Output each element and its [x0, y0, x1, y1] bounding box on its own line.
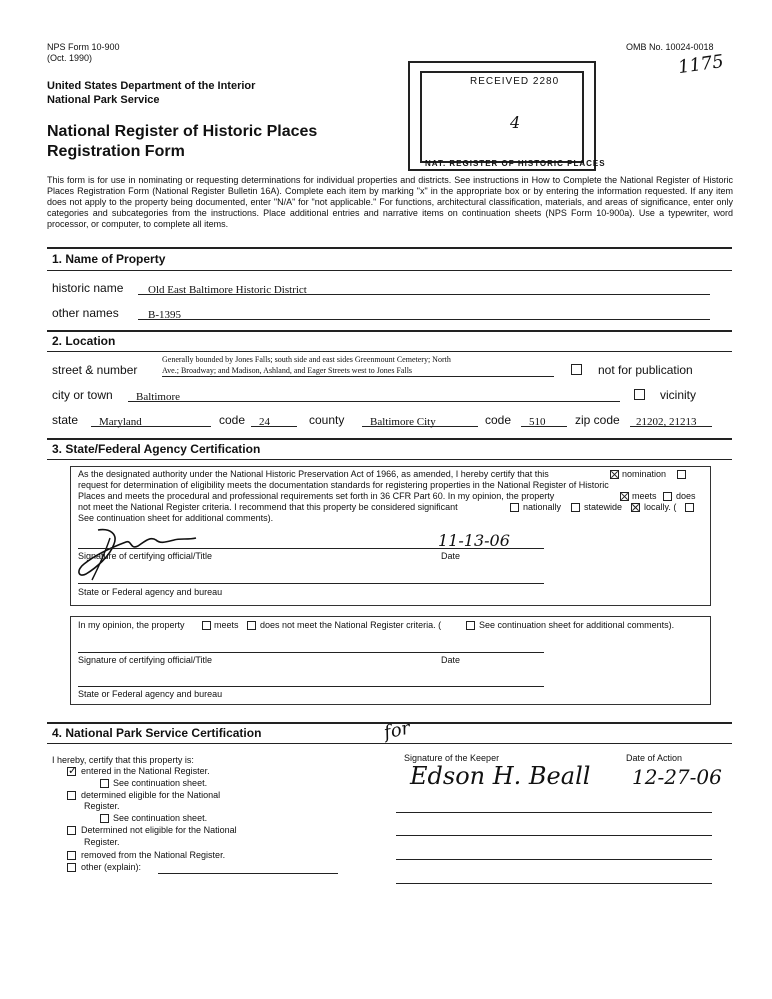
not-eligible-label-1: Determined not eligible for the National	[81, 825, 237, 835]
form-number: NPS Form 10-900	[47, 42, 120, 52]
nomination-checkbox[interactable]	[610, 470, 619, 479]
opinion-meets-checkbox[interactable]	[202, 621, 211, 630]
historic-name-value: Old East Baltimore Historic District	[148, 284, 307, 296]
entered-label: entered in the National Register.	[81, 766, 210, 776]
section3-rule	[47, 438, 732, 440]
opinion-bureau-line[interactable]	[78, 686, 544, 687]
not-eligible-checkbox[interactable]	[67, 826, 76, 835]
entered-checkbox[interactable]	[67, 767, 76, 776]
county-code-field[interactable]	[521, 412, 567, 427]
opinion-date-label: Date	[441, 655, 461, 665]
keeper-line-4[interactable]	[396, 883, 712, 884]
cert-text-5: See continuation sheet for additional comments).	[78, 513, 274, 523]
vicinity-checkbox[interactable]	[634, 389, 645, 400]
entered-continuation-label: See continuation sheet.	[113, 778, 208, 788]
form-title: National Register of Historic Places	[47, 123, 318, 140]
form-subtitle: Registration Form	[47, 143, 185, 160]
cert-text-line-1	[78, 469, 549, 480]
state-code-label: code	[219, 413, 246, 427]
statewide-checkbox[interactable]	[571, 503, 580, 512]
street-field[interactable]	[162, 354, 554, 377]
other-names-value: B-1395	[148, 309, 181, 321]
cert-date-label: Date	[441, 551, 461, 561]
opinion-text-3: See continuation sheet for additional comments).	[479, 620, 675, 630]
state-field[interactable]	[91, 412, 211, 427]
stamp-number: 4	[510, 113, 521, 132]
entered-continuation-checkbox[interactable]	[100, 779, 109, 788]
nps-intro: I hereby, certify that this property is:	[52, 755, 194, 765]
section3-heading: 3. State/Federal Agency Certification	[52, 442, 261, 456]
action-date-value: 12-27-06	[632, 765, 722, 789]
opinion-does-not-meet-checkbox[interactable]	[247, 621, 256, 630]
keeper-line-2[interactable]	[396, 835, 712, 836]
locally-label: locally. (	[644, 502, 677, 512]
cert-text-1: As the designated authority under the National Historic Preservation Act of 1966, as amended, I hereby certify that this	[78, 469, 549, 479]
street-line-1: Generally bounded by Jones Falls; south side and east sides Greenmount Cemetery; North	[162, 355, 451, 364]
other-checkbox[interactable]	[67, 863, 76, 872]
cert-text-3: Places and meets the procedural and professional requirements set forth in 36 CFR Part 60. In my opinion, the property	[78, 491, 555, 501]
opinion-bureau-label: State or Federal agency and bureau	[78, 689, 223, 699]
keeper-signature-label: Signature of the Keeper	[404, 753, 500, 763]
locally-checkbox[interactable]	[631, 503, 640, 512]
county-value: Baltimore City	[370, 416, 436, 428]
stamp-received-text: RECEIVED 2280	[470, 76, 560, 87]
vicinity-label: vicinity	[660, 388, 697, 402]
keeper-signature: Edson H. Beall	[410, 762, 591, 790]
keeper-for-mark: for	[382, 717, 413, 744]
county-field[interactable]	[362, 412, 478, 427]
nationally-label: nationally	[523, 502, 562, 512]
not-eligible-label-2: Register.	[84, 837, 120, 847]
county-code-value: 510	[529, 416, 546, 428]
does-label: does	[676, 491, 696, 501]
city-field[interactable]	[128, 387, 620, 402]
keeper-line-1[interactable]	[396, 812, 712, 813]
county-code-label: code	[485, 413, 512, 427]
service-name: National Park Service	[47, 94, 160, 106]
state-code-field[interactable]	[251, 412, 297, 427]
statewide-label: statewide	[584, 502, 623, 512]
county-label: county	[309, 413, 345, 427]
other-explain-line[interactable]	[158, 873, 338, 874]
section2-rule	[47, 330, 732, 332]
form-date: (Oct. 1990)	[47, 53, 93, 63]
received-stamp	[408, 61, 606, 171]
eligible-continuation-label: See continuation sheet.	[113, 813, 208, 823]
street-line-2: Ave.; Broadway; and Madison, Ashland, and Eager Streets west to Jones Falls	[162, 366, 413, 375]
section2-heading: 2. Location	[52, 334, 116, 348]
cert-text-4: not meet the National Register criteria. I recommend that this property be considered significant	[78, 502, 458, 512]
state-code-value: 24	[259, 416, 270, 428]
omb-number: OMB No. 10024-0018	[626, 42, 714, 52]
city-label: city or town	[52, 388, 113, 402]
not-for-publication-label: not for publication	[598, 363, 693, 377]
opinion-meets-label: meets	[214, 620, 239, 630]
other-names-field[interactable]	[138, 305, 710, 320]
removed-label: removed from the National Register.	[81, 850, 226, 860]
state-label: state	[52, 413, 79, 427]
removed-checkbox[interactable]	[67, 851, 76, 860]
zip-field[interactable]	[630, 412, 712, 427]
section1-divider	[47, 270, 732, 271]
opinion-signature-label: Signature of certifying official/Title	[78, 655, 213, 665]
cert-bureau-line[interactable]	[78, 583, 544, 584]
cert-date-value: 11-13-06	[438, 531, 510, 550]
zip-value: 21202, 21213	[636, 416, 697, 428]
state-value: Maryland	[99, 416, 142, 428]
historic-name-field[interactable]	[138, 280, 710, 295]
instructions-text: This form is for use in nominating or requesting determinations for individual properties and districts. See instructions in How to Complete the National Register of Historic Places Registration Form (National Register Bulletin 16A). Complete each item by marking "x" in the appropriate box or by entering the information requested. If any item does not apply to the property being documented, enter "N/A" for "not applicable." For functions, architectural classification, materials, and areas of significance, enter only categories and subcategories from the instructions. Place additional entries and narrative items on continuation sheets (NPS Form 10-900a). Use a typewriter, word processor, or computer, to complete all items.	[47, 175, 733, 229]
determined-eligible-checkbox[interactable]	[67, 791, 76, 800]
not-for-publication-checkbox[interactable]	[571, 364, 582, 375]
keeper-line-3[interactable]	[396, 859, 712, 860]
street-label: street & number	[52, 363, 138, 377]
handwritten-number: 1175	[676, 50, 726, 79]
opinion-text-1: In my opinion, the property	[78, 620, 185, 630]
other-names-label: other names	[52, 306, 119, 320]
opinion-continuation-checkbox[interactable]	[466, 621, 475, 630]
section1-rule	[47, 247, 732, 249]
meets-label: meets	[632, 491, 657, 501]
opinion-text-2: does not meet the National Register criteria. (	[260, 620, 442, 630]
cert-bureau-label: State or Federal agency and bureau	[78, 587, 223, 597]
zip-label: zip code	[575, 413, 620, 427]
city-value: Baltimore	[136, 391, 180, 403]
does-not-meet-checkbox[interactable]	[663, 492, 672, 501]
department-name: United States Department of the Interior	[47, 80, 256, 92]
cert-text-2: request for determination of eligibility meets the documentation standards for registering properties in the National Register of Historic	[78, 480, 609, 490]
nationally-checkbox[interactable]	[510, 503, 519, 512]
section1-heading: 1. Name of Property	[52, 252, 166, 266]
eligible-continuation-checkbox[interactable]	[100, 814, 109, 823]
historic-name-label: historic name	[52, 281, 124, 295]
determined-eligible-label-2: Register.	[84, 801, 120, 811]
determined-eligible-label-1: determined eligible for the National	[81, 790, 221, 800]
section2-divider	[47, 351, 732, 352]
meets-checkbox[interactable]	[620, 492, 629, 501]
section4-heading: 4. National Park Service Certification	[52, 726, 262, 740]
cert-continuation-checkbox[interactable]	[685, 503, 694, 512]
section4-divider	[47, 743, 732, 744]
request-checkbox[interactable]	[677, 470, 686, 479]
section3-divider	[47, 459, 732, 460]
date-of-action-label: Date of Action	[626, 753, 683, 763]
opinion-signature-line[interactable]	[78, 652, 544, 653]
other-label: other (explain):	[81, 862, 142, 872]
stamp-bottom-text: NAT. REGISTER OF HISTORIC PLACES	[425, 159, 606, 168]
nomination-label: nomination	[622, 469, 667, 479]
cert-signature-label: Signature of certifying official/Title	[78, 551, 213, 561]
